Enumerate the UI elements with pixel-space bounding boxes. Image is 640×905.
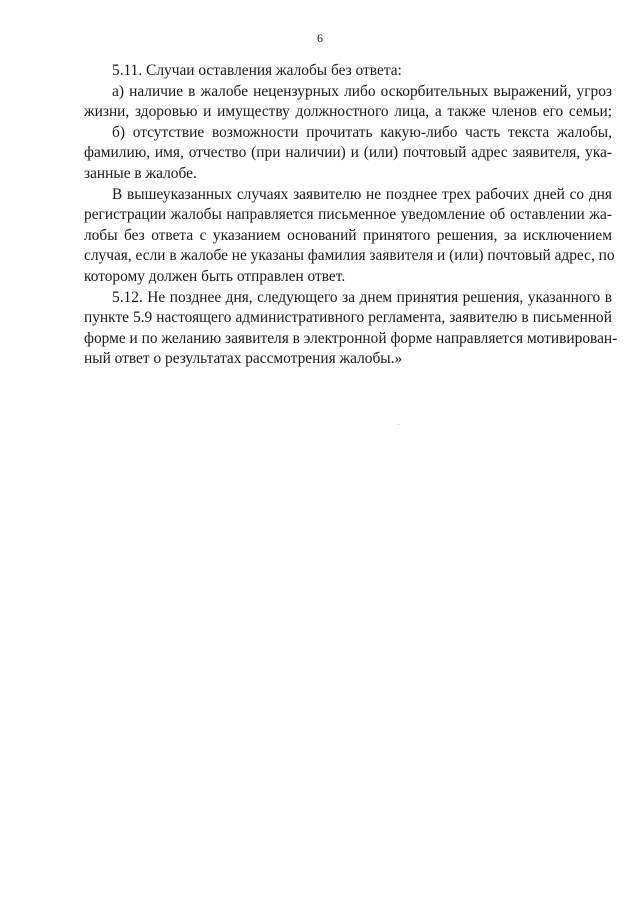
item-b-line-1: б) отсутствие возможности прочитать какую-либо часть текста жалобы, xyxy=(112,123,612,141)
item-a-line-1: а) наличие в жалобе нецензурных либо оскорбительных выражений, угроз xyxy=(112,82,612,100)
clause-5-11-heading: 5.11. Случаи оставления жалобы без ответа: xyxy=(112,62,402,79)
notice-line-4: случая, если в жалобе не указаны фамилия заявителя и (или) почтовый адрес, по xyxy=(84,247,615,265)
page-number: 6 xyxy=(317,31,323,45)
clause-5-12-line-1: 5.12. Не позднее дня, следующего за днем принятия решения, указанного в xyxy=(112,288,612,306)
clause-5-12 xyxy=(84,288,618,370)
document-text xyxy=(84,61,618,370)
clause-5-11 xyxy=(84,61,615,288)
scan-speck xyxy=(398,424,399,425)
notice-line-5: которому должен быть отправлен ответ. xyxy=(84,267,346,285)
item-b-line-2: фамилию, имя, отчество (при наличии) и (или) почтовый адрес заявителя, ука- xyxy=(84,144,612,162)
clause-5-12-line-4: ный ответ о результатах рассмотрения жалобы.» xyxy=(84,350,403,368)
notice-line-1: В вышеуказанных случаях заявителю не позднее трех рабочих дней со дня xyxy=(112,185,612,203)
notice-line-3: лобы без ответа с указанием оснований принятого решения, за исключением xyxy=(84,226,612,244)
clause-5-12-line-2: пункте 5.9 настоящего административного регламента, заявителю в письменной xyxy=(84,309,612,327)
item-b-line-3: занные в жалобе. xyxy=(84,164,197,182)
item-a-line-2: жизни, здоровью и имуществу должностного лица, а также членов его семьи; xyxy=(84,103,612,121)
notice-line-2: регистрации жалобы направляется письменное уведомление об оставлении жа- xyxy=(84,206,612,224)
clause-5-12-line-3: форме и по желанию заявителя в электронной форме направляется мотивирован- xyxy=(84,329,618,347)
